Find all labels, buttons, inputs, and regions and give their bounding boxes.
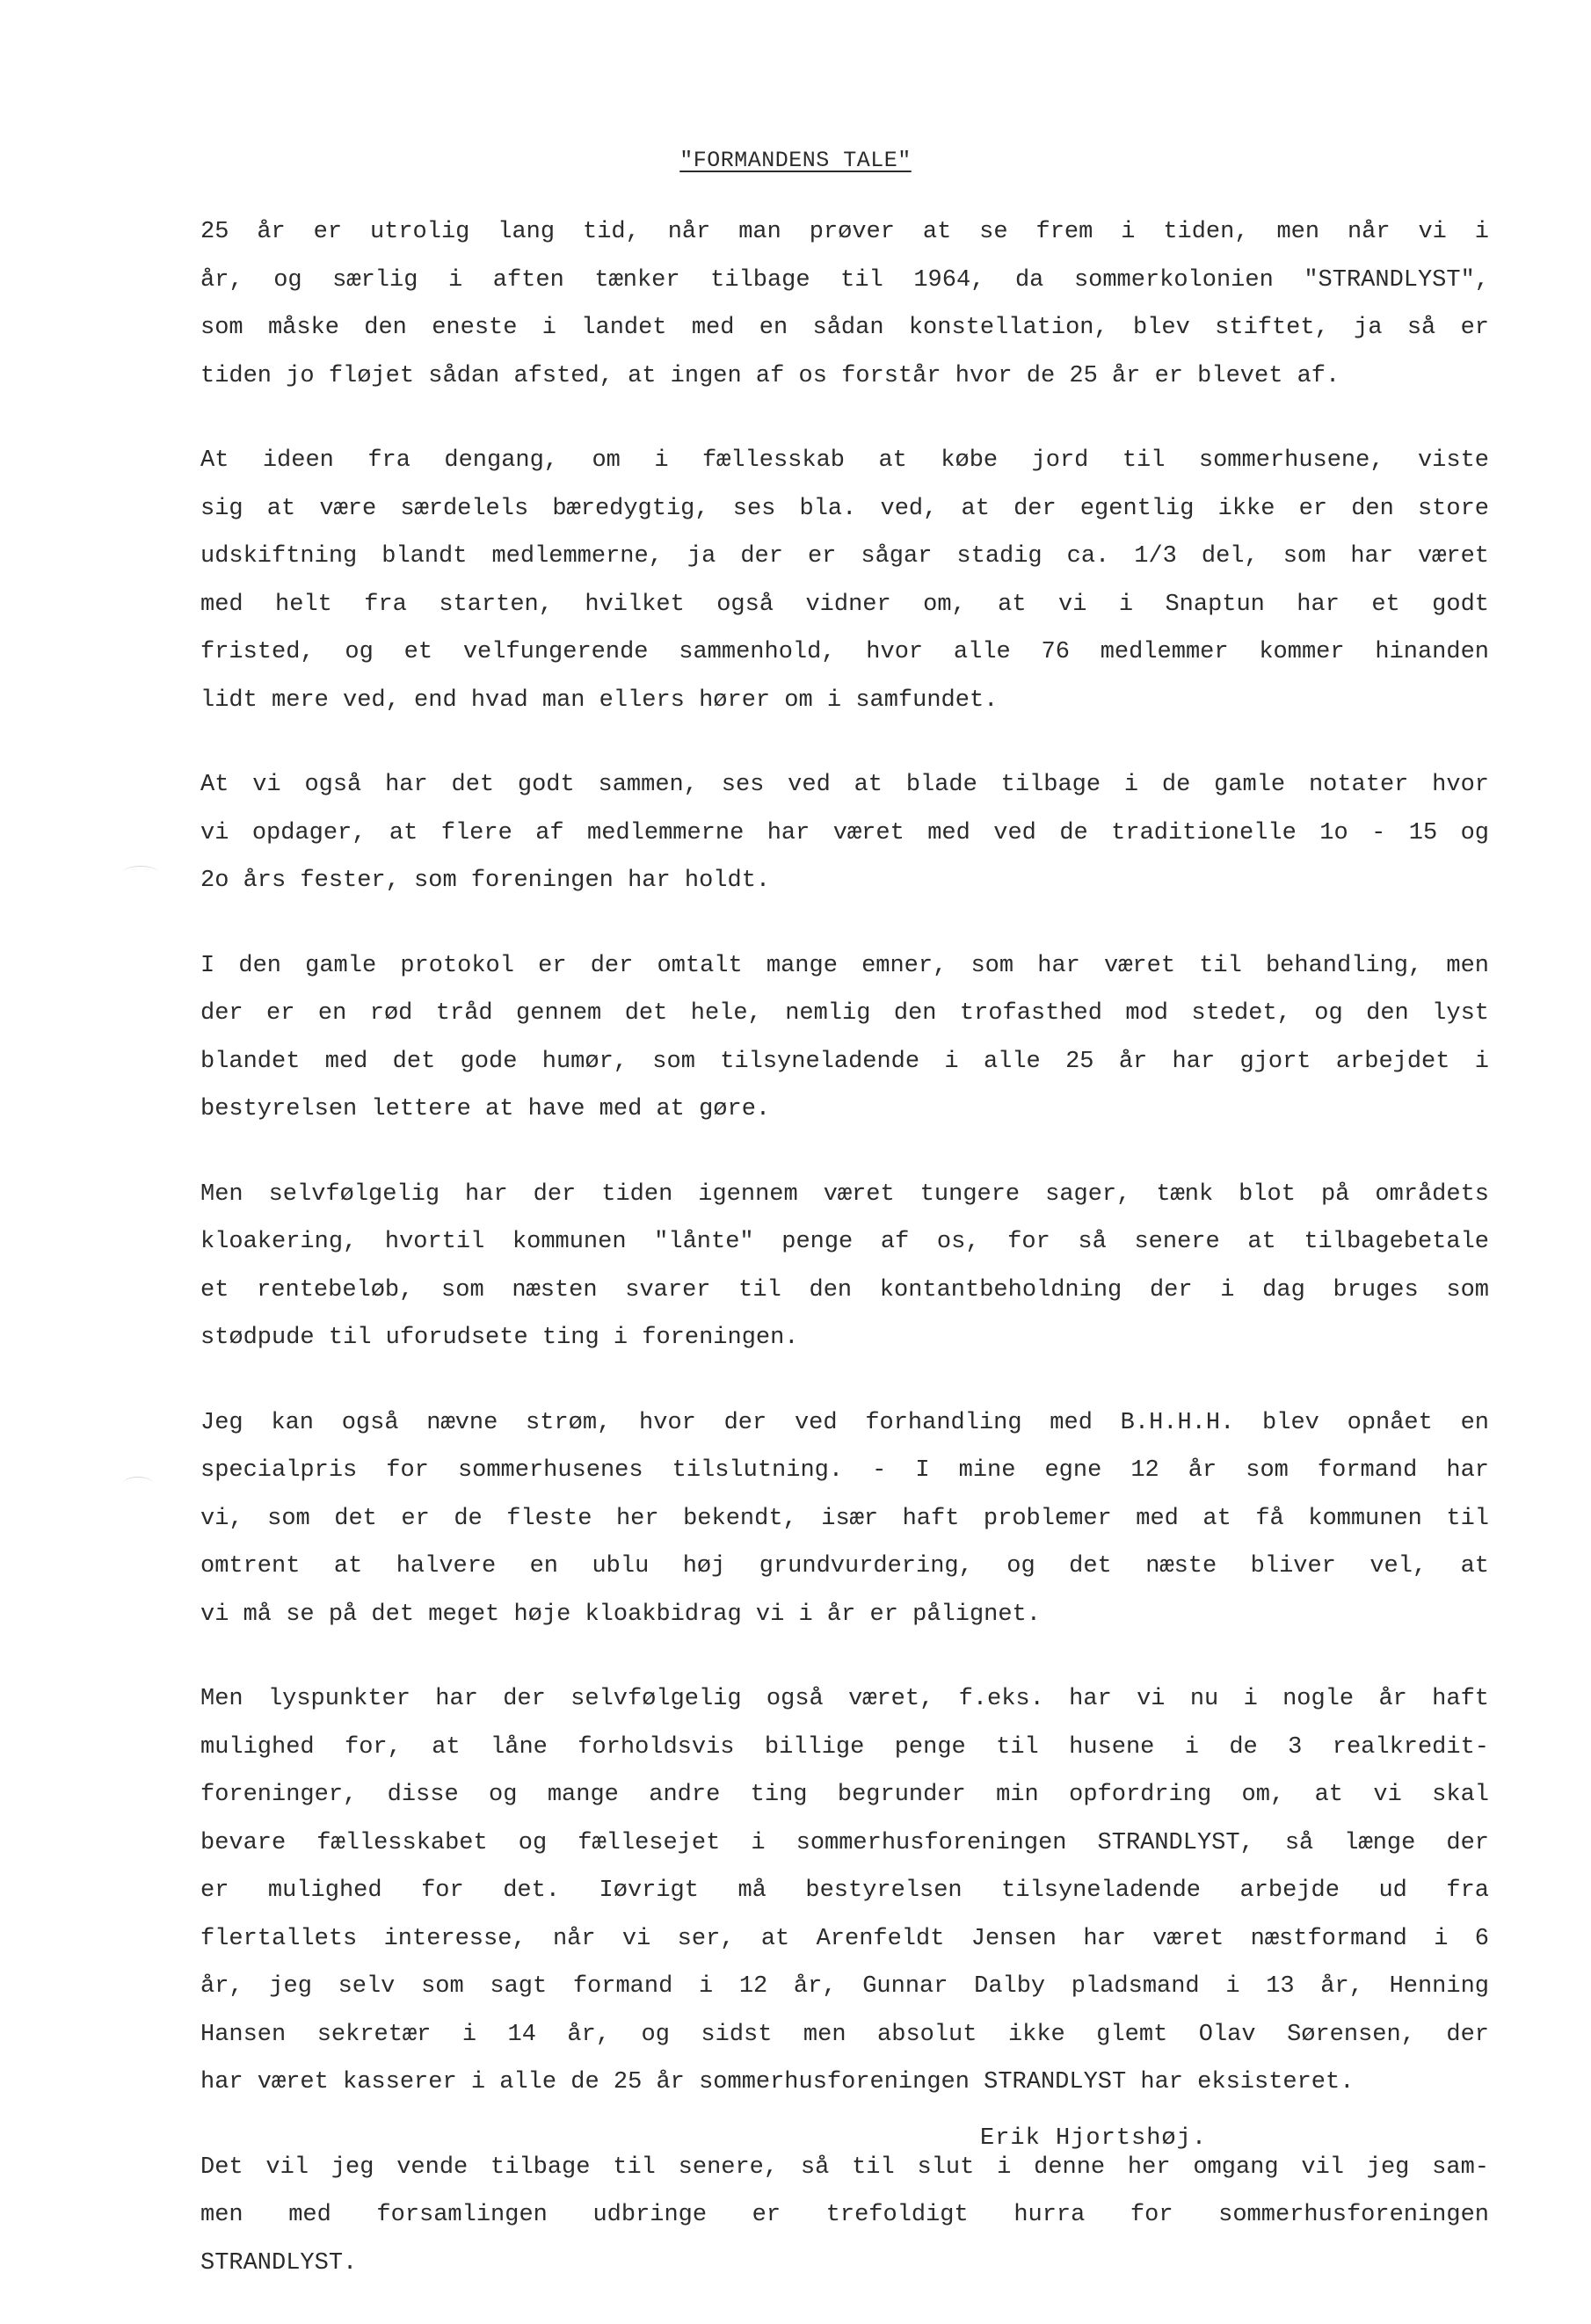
text-line: Men selvfølgelig har der tiden igennem været tungere sager, tænk blot på områdets: [200, 1180, 1489, 1208]
paragraph-6: [200, 1399, 1489, 1639]
paragraph-1: [200, 208, 1489, 400]
paragraph-4: [200, 942, 1489, 1134]
text-line: I den gamle protokol er der omtalt mange emner, som har været til behandling, men: [200, 952, 1489, 979]
text-line: bevare fællesskabet og fællesejet i sommerhusforeningen STRANDLYST, så længe der: [200, 1829, 1489, 1856]
signature: Erik Hjortshøj.: [980, 2125, 1208, 2152]
document-title: "FORMANDENS TALE": [679, 148, 912, 173]
text-line: At vi også har det godt sammen, ses ved at blade tilbage i de gamle notater hvor: [200, 772, 1489, 798]
text-line: vi, som det er de fleste her bekendt, især haft problemer med at få kommunen til: [200, 1505, 1489, 1532]
text-line: STRANDLYST.: [200, 2249, 358, 2277]
text-line: Men lyspunkter har der selvfølgelig også været, f.eks. har vi nu i nogle år haft: [200, 1686, 1489, 1712]
speech-body: [200, 208, 1489, 2324]
text-line: kloakering, hvortil kommunen "lånte" penge af os, for så senere at tilbagebetale: [200, 1229, 1489, 1255]
text-line: omtrent at halvere en ublu høj grundvurdering, og det næste bliver vel, at: [200, 1553, 1489, 1580]
text-line: blandet med det gode humør, som tilsyneladende i alle 25 år har gjort arbejdet i: [200, 1048, 1489, 1075]
text-line: specialpris for sommerhusenes tilslutning. - I mine egne 12 år som formand har: [200, 1457, 1489, 1484]
paragraph-7: [200, 1675, 1489, 2107]
text-line: lidt mere ved, end hvad man ellers hører om i samfundet.: [200, 686, 999, 714]
text-line: et rentebeløb, som næsten svarer til den kontantbeholdning der i dag bruges som: [200, 1276, 1489, 1304]
paragraph-3: [200, 761, 1489, 905]
text-line: bestyrelsen lettere at have med at gøre.: [200, 1096, 771, 1122]
text-line: udskiftning blandt medlemmerne, ja der er sågar stadig ca. 1/3 del, som har været: [200, 543, 1489, 570]
scan-mark: [123, 866, 158, 879]
text-line: Det vil jeg vende tilbage til senere, så til slut i denne her omgang vil jeg sam-: [200, 2153, 1489, 2181]
paragraph-5: [200, 1171, 1489, 1362]
text-line: år, jeg selv som sagt formand i 12 år, Gunnar Dalby pladsmand i 13 år, Henning: [200, 1973, 1489, 2000]
text-line: med helt fra starten, hvilket også vidner om, at vi i Snaptun har et godt: [200, 591, 1489, 618]
paragraph-8: [200, 2144, 1489, 2288]
text-line: år, og særlig i aften tænker tilbage til 1964, da sommerkolonien "STRANDLYST",: [200, 266, 1489, 294]
text-line: At ideen fra dengang, om i fællesskab at købe jord til sommerhusene, viste: [200, 447, 1489, 474]
text-line: Jeg kan også nævne strøm, hvor der ved forhandling med B.H.H.H. blev opnået en: [200, 1409, 1489, 1436]
text-line: mulighed for, at låne forholdsvis billige penge til husene i de 3 realkredit-: [200, 1733, 1489, 1761]
text-line: stødpude til uforudsete ting i foreningen.: [200, 1325, 799, 1351]
text-line: tiden jo fløjet sådan afsted, at ingen af os forstår hvor de 25 år er blevet af.: [200, 362, 1340, 389]
text-line: fristed, og et velfungerende sammenhold, hvor alle 76 medlemmer kommer hinanden: [200, 639, 1489, 665]
text-line: vi opdager, at flere af medlemmerne har været med ved de traditionelle 1o - 15 og: [200, 819, 1489, 846]
text-line: flertallets interesse, når vi ser, at Arenfeldt Jensen har været næstformand i 6: [200, 1925, 1489, 1952]
text-line: sig at være særdelels bæredygtig, ses bla. ved, at der egentlig ikke er den store: [200, 495, 1489, 522]
text-line: Hansen sekretær i 14 år, og sidst men absolut ikke glemt Olav Sørensen, der: [200, 2021, 1489, 2048]
scan-mark: [123, 1477, 153, 1490]
text-line: er mulighed for det. Iøvrigt må bestyrelsen tilsyneladende arbejde ud fra: [200, 1877, 1489, 1904]
text-line: som måske den eneste i landet med en sådan konstellation, blev stiftet, ja så er: [200, 315, 1489, 341]
text-line: vi må se på det meget høje kloakbidrag vi i år er pålignet.: [200, 1601, 1041, 1628]
text-line: 25 år er utrolig lang tid, når man prøver at se frem i tiden, men når vi i: [200, 219, 1489, 245]
text-line: men med forsamlingen udbringe er trefoldigt hurra for sommerhusforeningen: [200, 2202, 1489, 2228]
text-line: 2o års fester, som foreningen har holdt.: [200, 868, 771, 894]
text-line: har været kasserer i alle de 25 år sommerhusforeningen STRANDLYST har eksisteret.: [200, 2069, 1355, 2095]
paragraph-2: [200, 437, 1489, 724]
text-line: foreninger, disse og mange andre ting begrunder min opfordring om, at vi skal: [200, 1782, 1489, 1808]
text-line: der er en rød tråd gennem det hele, nemlig den trofasthed mod stedet, og den lyst: [200, 1000, 1489, 1027]
